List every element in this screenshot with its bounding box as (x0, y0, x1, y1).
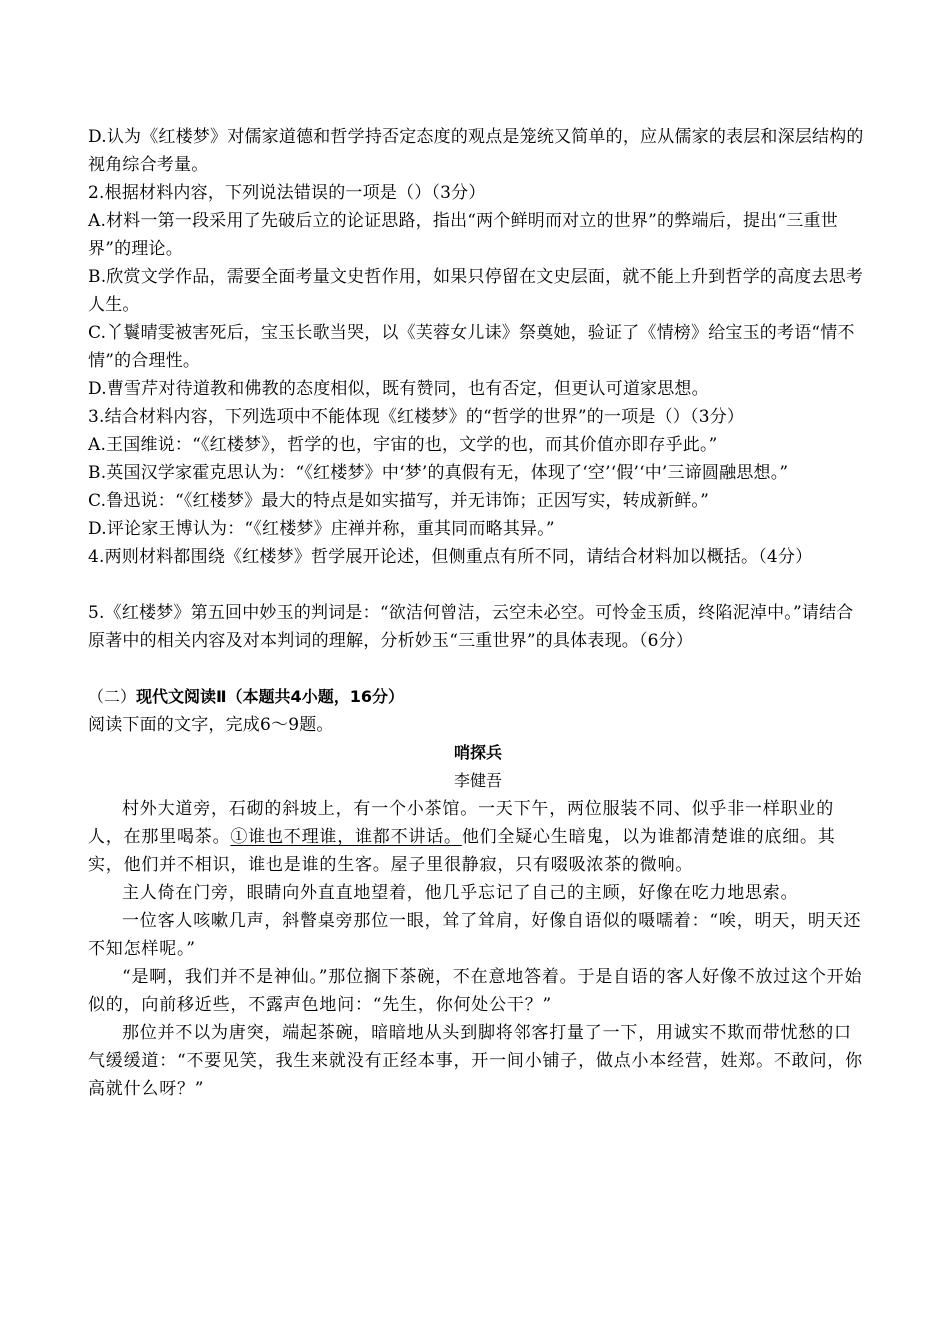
q3-option-c: C.鲁迅说：“《红楼梦》最大的特点是如实描写，并无讳饰；正因写实，转成新鲜。” (88, 491, 709, 511)
q4-stem: 4.两则材料都围绕《红楼梦》哲学展开论述，但侧重点有所不同，请结合材料加以概括。（4分） (88, 547, 813, 567)
story-paragraph-2: 主人倚在门旁，眼睛向外直直地望着，他几乎忘记了自己的主顾，好像在吃力地思索。 (122, 883, 799, 903)
q2-option-d: D.曹雪芹对待道教和佛教的态度相似，既有赞同，也有否定，但更认可道家思想。 (88, 379, 709, 399)
q5-stem: 5.《红楼梦》第五回中妙玉的判词是：“欲洁何曾洁，云空未必空。可怜金玉质，终陷泥淖中。”请结合原著中的相关内容及对本判词的理解，分析妙玉“三重世界”的具体表现。（6分） (88, 603, 854, 651)
section-heading (88, 683, 868, 711)
q2-option-a: A.材料一第一段采用了先破后立的论证思路，指出“两个鲜明而对立的世界”的弊端后，提出“三重世界”的理论。 (88, 211, 838, 259)
q1-option-d: D.认为《红楼梦》对儒家道德和哲学持否定态度的观点是笼统又简单的，应从儒家的表层和深层结构的视角综合考量。 (88, 127, 864, 175)
story-paragraph-3: 一位客人咳嗽几声，斜瞥桌旁那位一眼，耸了耸肩，好像自语似的嗫嚅着：“唉，明天，明天还不知怎样呢。” (88, 911, 862, 959)
q3-option-b: B.英国汉学家霍克思认为：“《红楼梦》中‘梦’的真假有无，体现了‘空’‘假’‘中’三谛圆融思想。” (88, 463, 789, 483)
story-paragraph-1 (88, 795, 868, 879)
q2-option-c: C.丫鬟晴雯被害死后，宝玉长歌当哭，以《芙蓉女儿诔》祭奠她，验证了《情榜》给宝玉的考语“情不情”的合理性。 (88, 323, 855, 371)
reading-instruction: 阅读下面的文字，完成6～9题。 (88, 715, 334, 735)
section-title: 现代文阅读Ⅱ（本题共4小题，16分） (136, 687, 404, 706)
answer-space (88, 571, 868, 599)
paragraph-text: 村外大道旁，石砌的斜坡上，有一个小茶馆。一天下午，两位服装不同、似乎非一样职业的人，在那里喝茶。 (88, 799, 834, 847)
paragraph-text: 他们全疑心生暗鬼，以为谁都清楚谁的底细。其实，他们并不相识，谁也是谁的生客。屋子里很静寂，只有啜吸浓茶的微响。 (88, 827, 836, 875)
story-title: 哨探兵 (453, 743, 502, 762)
answer-space (88, 655, 868, 683)
story-author: 李健吾 (453, 771, 502, 790)
exam-page (88, 123, 868, 1103)
underlined-sentence-1: ①谁也不理谁，谁都不讲话。 (230, 827, 462, 847)
section-prefix: （二） (88, 687, 137, 706)
q3-stem: 3.结合材料内容，下列选项中不能体现《红楼梦》的“哲学的世界”的一项是（）（3分） (88, 407, 745, 427)
story-paragraph-4: “是啊，我们并不是神仙。”那位搁下茶碗，不在意地答着。于是自语的客人好像不放过这个开始似的，向前移近些，不露声色地问：“先生，你何处公干？” (88, 967, 863, 1015)
q2-option-b: B.欣赏文学作品，需要全面考量文史哲作用，如果只停留在文史层面，就不能上升到哲学的高度去思考人生。 (88, 267, 864, 315)
q3-option-a: A.王国维说：“《红楼梦》，哲学的也，宇宙的也，文学的也，而其价值亦即存乎此。” (88, 435, 718, 455)
story-paragraph-5: 那位并不以为唐突，端起茶碗，暗暗地从头到脚将邻客打量了一下，用诚实不欺而带忧愁的口气缓缓道：“不要见笑，我生来就没有正经本事，开一间小铺子，做点小本经营，姓郑。不敢问，你高就什么呀？” (88, 1023, 863, 1099)
q3-option-d: D.评论家王博认为：“《红楼梦》庄禅并称，重其同而略其异。” (88, 519, 555, 539)
q2-stem: 2.根据材料内容，下列说法错误的一项是（）（3分） (88, 183, 486, 203)
